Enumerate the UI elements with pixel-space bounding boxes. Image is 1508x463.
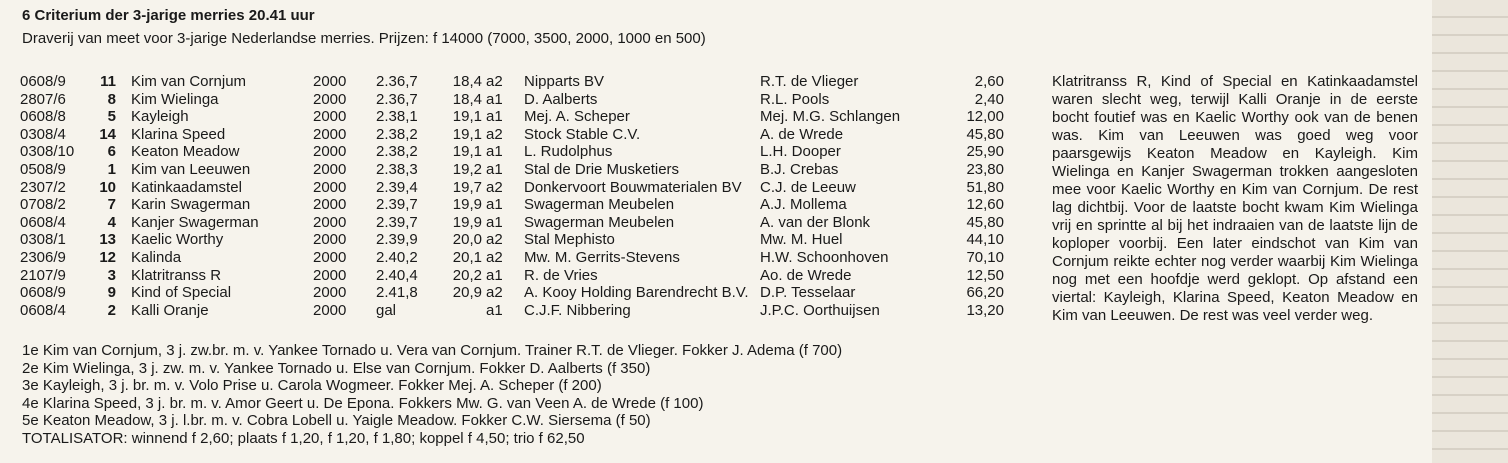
result-time: 2.36,7 bbox=[376, 73, 418, 90]
result-num: 6 bbox=[107, 143, 116, 161]
result-shoe: a1 bbox=[486, 143, 503, 161]
result-driver: A. de Wrede bbox=[760, 125, 844, 143]
result-owner: Swagerman Meubelen bbox=[524, 196, 675, 214]
result-odds: 23,80 bbox=[966, 161, 1004, 178]
result-odds: 66,20 bbox=[966, 284, 1004, 302]
result-time: 2.36,7 bbox=[376, 90, 418, 108]
result-owner: Mw. M. Gerrits-Stevens bbox=[524, 249, 680, 266]
footer-notes bbox=[22, 342, 842, 448]
result-odds: 12,00 bbox=[966, 108, 1004, 126]
result-km: 19,9 bbox=[452, 213, 482, 231]
result-row bbox=[0, 161, 1040, 179]
result-shoe: a2 bbox=[486, 284, 503, 302]
race-subtitle: Draverij van meet voor 3-jarige Nederlandse merries. Prijzen: f 14000 (7000, 3500, 2000, 1000 en 500) bbox=[22, 30, 706, 47]
result-owner: Swagerman Meubelen bbox=[524, 213, 675, 231]
result-km: 19,2 bbox=[452, 161, 482, 178]
result-shoe: a1 bbox=[486, 266, 503, 284]
result-driver: J.P.C. Oorthuijsen bbox=[760, 301, 880, 319]
result-form: 0708/2 bbox=[20, 196, 66, 214]
result-form: 2807/6 bbox=[20, 90, 66, 108]
result-form: 0308/10 bbox=[20, 143, 75, 161]
result-dist: 2000 bbox=[313, 143, 347, 161]
result-shoe: a1 bbox=[486, 90, 503, 108]
result-dist: 2000 bbox=[313, 284, 347, 302]
result-form: 0308/1 bbox=[20, 231, 66, 249]
result-owner: Stal Mephisto bbox=[524, 231, 615, 249]
result-num: 5 bbox=[107, 108, 116, 126]
result-form: 0608/9 bbox=[20, 284, 66, 302]
result-odds: 44,10 bbox=[966, 231, 1004, 249]
result-driver: H.W. Schoonhoven bbox=[760, 249, 889, 266]
result-horse: Kanjer Swagerman bbox=[131, 213, 259, 231]
result-km: 19,9 bbox=[452, 196, 482, 214]
adjacent-page-bleed bbox=[1432, 0, 1508, 463]
result-row bbox=[0, 91, 1040, 109]
result-dist: 2000 bbox=[313, 249, 347, 266]
result-row bbox=[0, 302, 1040, 320]
result-km: 19,1 bbox=[452, 125, 482, 143]
result-km: 20,2 bbox=[452, 266, 482, 284]
result-km: 18,4 bbox=[452, 73, 482, 90]
result-horse: Kind of Special bbox=[131, 284, 232, 302]
result-shoe: a2 bbox=[486, 249, 503, 266]
result-driver: A.J. Mollema bbox=[760, 196, 847, 214]
result-num: 3 bbox=[107, 266, 116, 284]
result-driver: D.P. Tesselaar bbox=[760, 284, 856, 302]
result-driver: A. van der Blonk bbox=[760, 213, 871, 231]
result-odds: 45,80 bbox=[966, 213, 1004, 231]
result-time: 2.40,4 bbox=[376, 266, 418, 284]
result-row bbox=[0, 249, 1040, 267]
race-report: Klatritranss R, Kind of Special en Katinkaadamstel waren slecht weg, terwijl Kalli Oranje in de eerste bocht foutief was en Kaelic Worthy ook van de benen was. Kim van Leeuwen was goed weg voor paarsgewijs Keaton Meadow en Kayleigh. Kim Wielinga en Kanjer Swagerman trokken aangesloten mee voor Kaelic Worthy en Kim van Cornjum. De rest lag dichtbij. Voor de laatste bocht kwam Kim Wielinga vrij en sprintte al bij het indraaien van de laatste lijn de koploper voorbij. Een later eindschot van Kim van Cornjum reikte echter nog verder waarbij Kim Wielinga nog met een hoofdje werd geklopt. Op afstand een viertal: Kayleigh, Klarina Speed, Keaton Meadow en Kim van Leeuwen. De rest was veel verder weg. bbox=[1052, 73, 1418, 324]
result-horse: Klatritranss R bbox=[131, 266, 222, 284]
result-horse: Kalinda bbox=[131, 249, 182, 266]
result-driver: R.L. Pools bbox=[760, 90, 830, 108]
result-num: 9 bbox=[107, 284, 116, 302]
result-odds: 70,10 bbox=[966, 249, 1004, 266]
result-num: 1 bbox=[107, 161, 116, 178]
result-dist: 2000 bbox=[313, 73, 347, 90]
result-odds: 12,60 bbox=[966, 196, 1004, 214]
result-form: 0508/9 bbox=[20, 161, 66, 178]
placing-line: 3e Kayleigh, 3 j. br. m. v. Volo Prise u. Carola Wogmeer. Fokker Mej. A. Scheper (f 200) bbox=[22, 377, 602, 395]
result-num: 10 bbox=[99, 178, 116, 196]
result-dist: 2000 bbox=[313, 196, 347, 214]
result-horse: Karin Swagerman bbox=[131, 196, 251, 214]
result-horse: Kim van Leeuwen bbox=[131, 161, 251, 178]
result-row bbox=[0, 108, 1040, 126]
result-form: 2107/9 bbox=[20, 266, 66, 284]
result-driver: Mej. M.G. Schlangen bbox=[760, 108, 901, 126]
result-num: 12 bbox=[99, 249, 116, 266]
result-driver: Mw. M. Huel bbox=[760, 231, 843, 249]
result-driver: C.J. de Leeuw bbox=[760, 178, 856, 196]
result-time: gal bbox=[376, 301, 397, 319]
result-km: 19,1 bbox=[452, 143, 482, 161]
result-odds: 51,80 bbox=[966, 178, 1004, 196]
result-form: 2307/2 bbox=[20, 178, 66, 196]
result-shoe: a1 bbox=[486, 213, 503, 231]
result-owner: Nipparts BV bbox=[524, 73, 605, 90]
result-dist: 2000 bbox=[313, 231, 347, 249]
result-owner: Donkervoort Bouwmaterialen BV bbox=[524, 178, 742, 196]
result-shoe: a1 bbox=[486, 108, 503, 126]
result-owner: C.J.F. Nibbering bbox=[524, 301, 631, 319]
result-km: 19,7 bbox=[452, 178, 482, 196]
result-time: 2.40,2 bbox=[376, 249, 418, 266]
result-driver: R.T. de Vlieger bbox=[760, 73, 859, 90]
result-num: 11 bbox=[100, 73, 116, 90]
totalisator-line: TOTALISATOR: winnend f 2,60; plaats f 1,20, f 1,20, f 1,80; koppel f 4,50; trio f 62,50 bbox=[22, 429, 585, 447]
result-form: 0608/4 bbox=[20, 301, 66, 319]
result-owner: Stal de Drie Musketiers bbox=[524, 161, 680, 178]
result-form: 0308/4 bbox=[20, 125, 66, 143]
placing-line: 4e Klarina Speed, 3 j. br. m. v. Amor Geert u. De Epona. Fokkers Mw. G. van Veen A. de Wrede (f 100) bbox=[22, 394, 704, 412]
result-num: 4 bbox=[107, 213, 116, 231]
result-horse: Klarina Speed bbox=[131, 125, 226, 143]
result-km: 20,0 bbox=[452, 231, 482, 249]
race-title: 6 Criterium der 3-jarige merries 20.41 uur bbox=[22, 7, 315, 24]
result-km: 20,9 bbox=[452, 284, 482, 302]
placing-line: 1e Kim van Cornjum, 3 j. zw.br. m. v. Yankee Tornado u. Vera van Cornjum. Trainer R.T. de Vlieger. Fokker J. Adema (f 700) bbox=[22, 342, 843, 359]
result-horse: Keaton Meadow bbox=[131, 143, 240, 161]
result-owner: D. Aalberts bbox=[524, 90, 598, 108]
result-num: 8 bbox=[107, 90, 116, 108]
result-dist: 2000 bbox=[313, 125, 347, 143]
result-odds: 12,50 bbox=[966, 266, 1004, 284]
result-row bbox=[0, 179, 1040, 197]
result-time: 2.38,1 bbox=[376, 108, 418, 126]
result-time: 2.39,4 bbox=[376, 178, 418, 196]
result-dist: 2000 bbox=[313, 301, 347, 319]
result-row bbox=[0, 284, 1040, 302]
result-time: 2.39,9 bbox=[376, 231, 418, 249]
result-driver: B.J. Crebas bbox=[760, 161, 839, 178]
result-time: 2.38,3 bbox=[376, 161, 418, 178]
result-form: 2306/9 bbox=[20, 249, 66, 266]
result-owner: A. Kooy Holding Barendrecht B.V. bbox=[524, 284, 749, 302]
result-km: 20,1 bbox=[452, 249, 482, 266]
result-driver: Ao. de Wrede bbox=[760, 266, 852, 284]
result-dist: 2000 bbox=[313, 178, 347, 196]
result-owner: Mej. A. Scheper bbox=[524, 108, 630, 126]
result-shoe: a2 bbox=[486, 125, 503, 143]
result-km: 18,4 bbox=[452, 90, 482, 108]
result-row bbox=[0, 267, 1040, 285]
result-row bbox=[0, 73, 1040, 91]
result-km: 19,1 bbox=[452, 108, 482, 126]
result-horse: Kim van Cornjum bbox=[131, 73, 247, 90]
result-time: 2.39,7 bbox=[376, 213, 418, 231]
result-horse: Kim Wielinga bbox=[131, 90, 219, 108]
placing-line: 5e Keaton Meadow, 3 j. l.br. m. v. Cobra Lobell u. Yaigle Meadow. Fokker C.W. Siersema (f 50) bbox=[22, 412, 651, 430]
result-time: 2.38,2 bbox=[376, 125, 418, 143]
result-shoe: a2 bbox=[486, 178, 503, 196]
result-horse: Kaelic Worthy bbox=[131, 231, 224, 249]
result-odds: 25,90 bbox=[966, 143, 1004, 161]
result-driver: L.H. Dooper bbox=[760, 143, 841, 161]
result-shoe: a1 bbox=[486, 161, 503, 178]
result-row bbox=[0, 126, 1040, 144]
result-form: 0608/9 bbox=[20, 73, 66, 90]
result-num: 14 bbox=[99, 125, 116, 143]
placing-line: 2e Kim Wielinga, 3 j. zw. m. v. Yankee Tornado u. Else van Cornjum. Fokker D. Aalberts (f 350) bbox=[22, 359, 651, 377]
result-odds: 45,80 bbox=[966, 125, 1004, 143]
result-row bbox=[0, 143, 1040, 161]
result-shoe: a2 bbox=[486, 231, 503, 249]
result-row bbox=[0, 214, 1040, 232]
result-form: 0608/4 bbox=[20, 213, 66, 231]
result-dist: 2000 bbox=[313, 266, 347, 284]
result-shoe: a1 bbox=[486, 301, 503, 319]
result-form: 0608/8 bbox=[20, 108, 66, 126]
result-shoe: a2 bbox=[486, 73, 503, 90]
result-num: 2 bbox=[107, 301, 116, 319]
result-row bbox=[0, 196, 1040, 214]
result-time: 2.38,2 bbox=[376, 143, 418, 161]
result-num: 13 bbox=[99, 231, 116, 249]
result-time: 2.41,8 bbox=[376, 284, 418, 302]
result-dist: 2000 bbox=[313, 90, 347, 108]
result-owner: R. de Vries bbox=[524, 266, 598, 284]
result-odds: 2,60 bbox=[974, 73, 1004, 90]
result-time: 2.39,7 bbox=[376, 196, 418, 214]
result-horse: Kayleigh bbox=[131, 108, 189, 126]
result-dist: 2000 bbox=[313, 161, 347, 178]
result-row bbox=[0, 231, 1040, 249]
result-horse: Kalli Oranje bbox=[131, 301, 209, 319]
result-shoe: a1 bbox=[486, 196, 503, 214]
result-dist: 2000 bbox=[313, 108, 347, 126]
result-owner: L. Rudolphus bbox=[524, 143, 613, 161]
result-odds: 13,20 bbox=[966, 301, 1004, 319]
result-owner: Stock Stable C.V. bbox=[524, 125, 641, 143]
result-num: 7 bbox=[107, 196, 116, 214]
result-dist: 2000 bbox=[313, 213, 347, 231]
result-horse: Katinkaadamstel bbox=[131, 178, 242, 196]
result-odds: 2,40 bbox=[974, 90, 1004, 108]
